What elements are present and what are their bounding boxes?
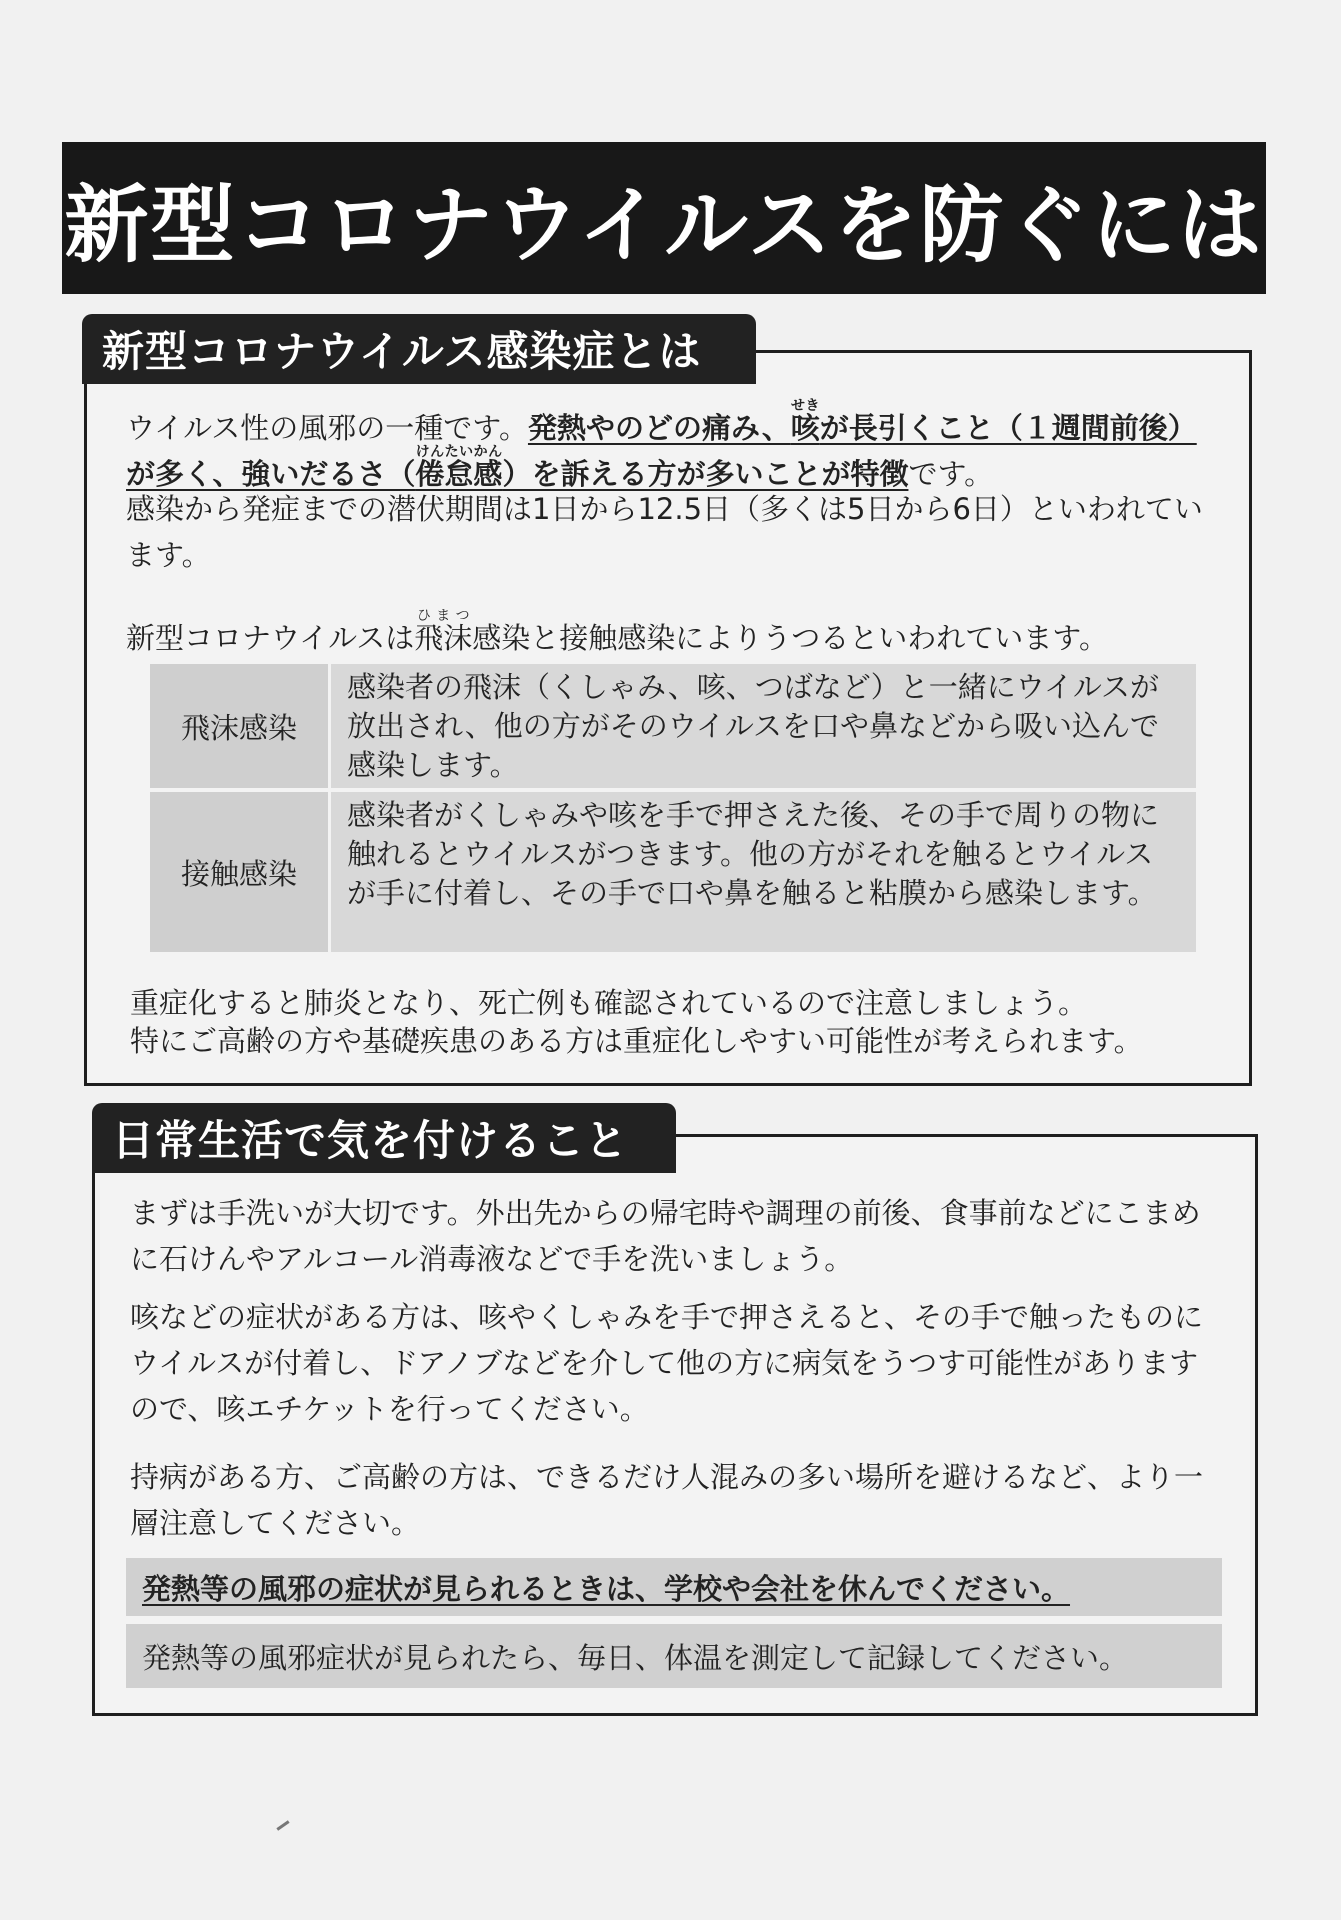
intro-paragraph: ウイルス性の風邪の一種です。発熱やのどの痛み、咳せきが長引くこと（１週間前後）が多く、強いだるさ（倦怠感けんたいかん）を訴える方が多いことが特徴です。 (126, 398, 1197, 491)
table-row-label: 接触感染 (150, 792, 331, 952)
infection-route-table (150, 664, 1196, 956)
section-heading-daily-life: 日常生活で気を付けること (92, 1103, 676, 1173)
table-row-label: 飛沫感染 (150, 664, 331, 788)
intro-text: ウイルス性の風邪の一種です。 (126, 411, 528, 445)
stay-home-notice: 発熱等の風邪の症状が見られるときは、学校や会社を休んでください。 (126, 1558, 1222, 1616)
severity-line-1: 重症化すると肺炎となり、死亡例も確認されているので注意しましょう。 (130, 986, 1088, 1020)
handwashing-paragraph: まずは手洗いが大切です。外出先からの帰宅時や調理の前後、食事前などにこまめに石けんやアルコール消毒液などで手を洗いましょう。 (130, 1196, 1201, 1276)
table-row (150, 664, 1196, 788)
table-row-text: 感染者がくしゃみや咳を手で押さえた後、その手で周りの物に触れるとウイルスがつきます。他の方がそれを触るとウイルスが手に付着し、その手で口や鼻を触ると粘膜から感染します。 (331, 792, 1196, 952)
table-row (150, 792, 1196, 952)
temperature-notice: 発熱等の風邪症状が見られたら、毎日、体温を測定して記録してください。 (126, 1624, 1222, 1688)
incubation-paragraph: 感染から発症までの潜伏期間は1日から12.5日（多くは5日から6日）といわれています。 (126, 492, 1203, 572)
section-heading-covid-overview: 新型コロナウイルス感染症とは (82, 314, 756, 384)
high-risk-paragraph: 持病がある方、ご高齢の方は、できるだけ人混みの多い場所を避けるなど、より一層注意してください。 (130, 1460, 1204, 1540)
severity-line-2: 特にご高齢の方や基礎疾患のある方は重症化しやすい可能性が考えられます。 (130, 1024, 1143, 1058)
page-title: 新型コロナウイルスを防ぐには (62, 142, 1266, 294)
transmission-paragraph: 新型コロナウイルスは飛沫ひまつ感染と接触感染によりうつるといわれています。 (126, 608, 1108, 655)
key-symptoms-text: 発熱やのどの痛み、咳せきが長引くこと（１週間前後）が多く、強いだるさ（倦怠感けんたいかん）を訴える方が多いことが特徴 (126, 398, 1197, 491)
cough-etiquette-paragraph: 咳などの症状がある方は、咳やくしゃみを手で押さえると、その手で触ったものにウイルスが付着し、ドアノブなどを介して他の方に病気をうつす可能性がありますので、咳エチケットを行ってください。 (130, 1300, 1204, 1426)
table-row-text: 感染者の飛沫（くしゃみ、咳、つばなど）と一緒にウイルスが放出され、他の方がそのウイルスを口や鼻などから吸い込んで感染します。 (331, 664, 1196, 788)
scan-speck (276, 1820, 289, 1830)
